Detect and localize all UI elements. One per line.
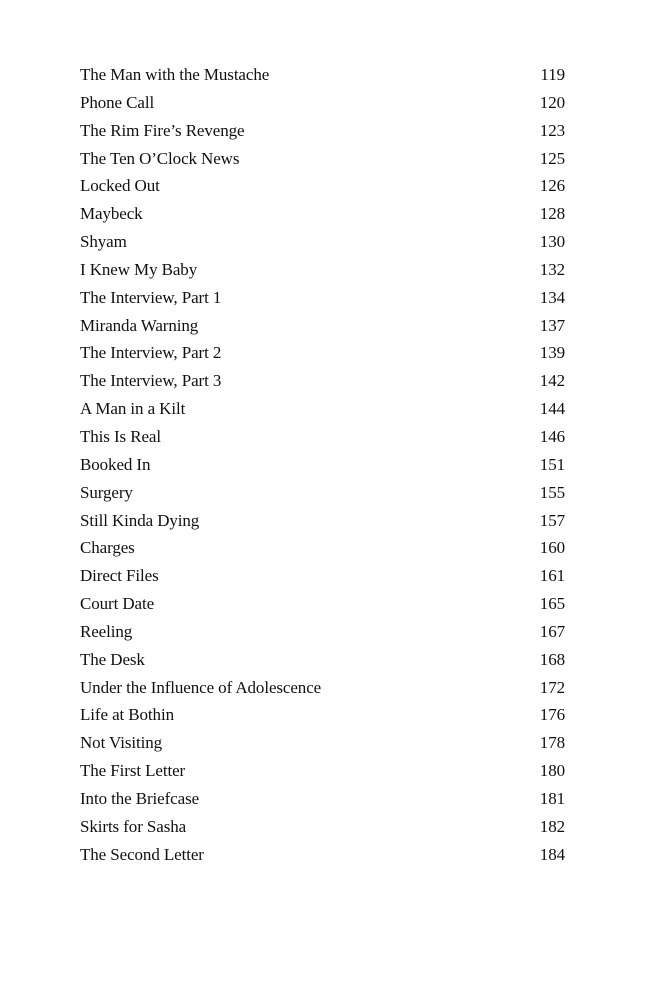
toc-entry-page: 176 (539, 705, 565, 725)
toc-entry-page: 172 (539, 677, 565, 697)
toc-entry-page: 123 (539, 120, 565, 140)
toc-entry-title: Shyam (80, 232, 127, 252)
toc-entry-page: 181 (539, 788, 565, 808)
toc-entry-page: 144 (539, 399, 565, 419)
toc-entry-page: 137 (539, 315, 565, 335)
toc-entry (80, 674, 565, 702)
toc-entry (80, 562, 565, 590)
toc-entry-page: 132 (539, 259, 565, 279)
toc-entry (80, 646, 565, 674)
toc-entry-page: 120 (539, 92, 565, 112)
toc-entry (80, 813, 565, 841)
toc-entry (80, 395, 565, 423)
toc-entry-page: 165 (539, 594, 565, 614)
toc-entry (80, 757, 565, 785)
toc-entry-page: 146 (539, 426, 565, 446)
toc-entry (80, 423, 565, 451)
toc-entry-title: Surgery (80, 482, 133, 502)
toc-entry-title: Into the Briefcase (80, 788, 200, 808)
toc-entry-page: 125 (539, 148, 565, 168)
toc-entry (80, 507, 565, 535)
toc-entry (80, 61, 565, 89)
toc-entry-title: Still Kinda Dying (80, 510, 200, 530)
table-of-contents (80, 61, 565, 868)
toc-entry-title: Charges (80, 538, 135, 558)
toc-entry-title: I Knew My Baby (80, 259, 198, 279)
toc-entry (80, 618, 565, 646)
toc-entry (80, 479, 565, 507)
toc-entry (80, 590, 565, 618)
toc-entry-title: Locked Out (80, 176, 160, 196)
toc-entry-title: The Rim Fire’s Revenge (80, 120, 245, 140)
toc-entry (80, 841, 565, 869)
toc-entry-title: Phone Call (80, 92, 155, 112)
toc-entry-title: The Desk (80, 649, 145, 669)
toc-entry-page: 182 (539, 816, 565, 836)
toc-entry-page: 128 (539, 204, 565, 224)
toc-entry-title: The First Letter (80, 761, 186, 781)
toc-entry-title: This Is Real (80, 426, 161, 446)
toc-entry-title: Direct Files (80, 566, 159, 586)
toc-entry (80, 729, 565, 757)
toc-entry (80, 200, 565, 228)
toc-entry (80, 172, 565, 200)
toc-entry (80, 145, 565, 173)
toc-entry (80, 534, 565, 562)
toc-entry-title: Booked In (80, 454, 151, 474)
toc-entry-page: 134 (539, 287, 565, 307)
toc-entry-page: 155 (539, 482, 565, 502)
toc-entry-page: 180 (539, 761, 565, 781)
toc-entry (80, 284, 565, 312)
toc-entry-title: Skirts for Sasha (80, 816, 187, 836)
toc-entry-title: Not Visiting (80, 733, 163, 753)
toc-entry-page: 160 (539, 538, 565, 558)
toc-entry-page: 157 (539, 510, 565, 530)
toc-entry (80, 228, 565, 256)
toc-entry-page: 126 (539, 176, 565, 196)
toc-entry-title: Reeling (80, 621, 133, 641)
toc-entry-title: The Interview, Part 1 (80, 287, 222, 307)
toc-entry-title: Maybeck (80, 204, 143, 224)
toc-entry-title: Under the Influence of Adolescence (80, 677, 322, 697)
toc-entry-page: 184 (539, 844, 565, 864)
toc-entry-title: Life at Bothin (80, 705, 174, 725)
toc-entry-page: 167 (539, 621, 565, 641)
toc-entry-page: 151 (539, 454, 565, 474)
toc-entry (80, 117, 565, 145)
toc-entry-title: The Second Letter (80, 844, 204, 864)
toc-entry-title: The Ten O’Clock News (80, 148, 240, 168)
toc-entry (80, 256, 565, 284)
toc-entry-page: 168 (539, 649, 565, 669)
toc-entry-page: 130 (539, 232, 565, 252)
toc-entry (80, 785, 565, 813)
toc-entry-title: The Interview, Part 2 (80, 343, 222, 363)
toc-entry (80, 701, 565, 729)
toc-entry-title: Court Date (80, 594, 155, 614)
toc-entry-title: A Man in a Kilt (80, 399, 186, 419)
toc-entry (80, 451, 565, 479)
toc-entry-page: 139 (539, 343, 565, 363)
toc-entry-title: The Man with the Mustache (80, 65, 270, 84)
toc-entry-page: 161 (539, 566, 565, 586)
toc-entry (80, 312, 565, 340)
toc-entry (80, 367, 565, 395)
toc-entry-page: 178 (539, 733, 565, 753)
toc-entry (80, 339, 565, 367)
toc-entry-title: Miranda Warning (80, 315, 199, 335)
toc-entry (80, 89, 565, 117)
toc-entry-page: 119 (540, 65, 565, 84)
toc-entry-page: 142 (539, 371, 565, 391)
toc-entry-title: The Interview, Part 3 (80, 371, 222, 391)
